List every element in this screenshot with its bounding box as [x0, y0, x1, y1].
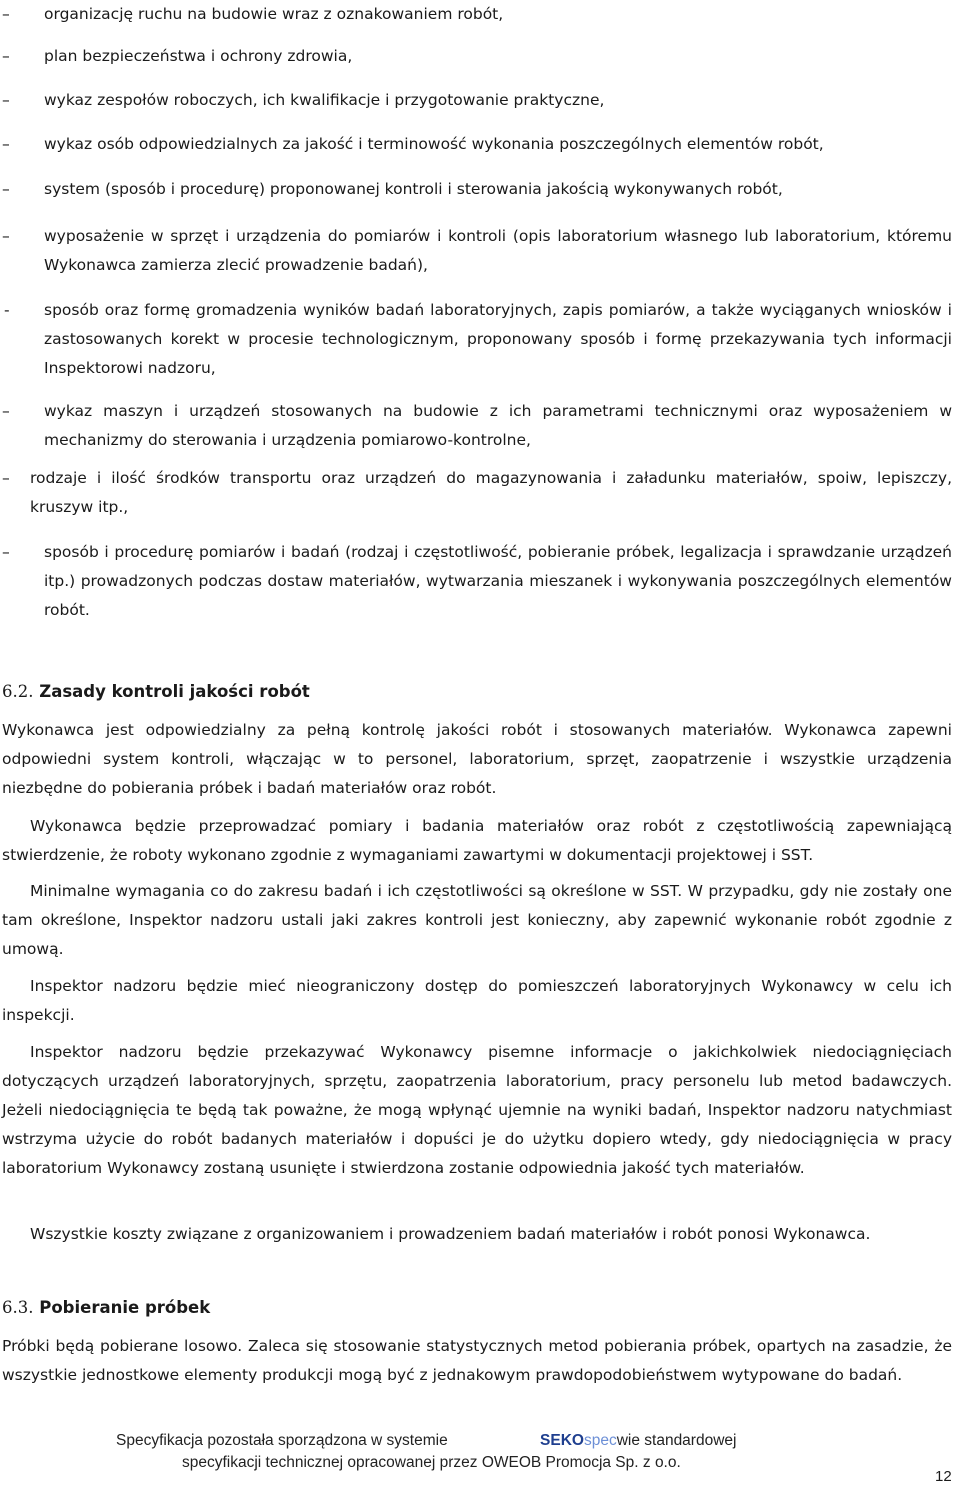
list-marker: –	[2, 402, 10, 420]
list-marker: –	[2, 227, 10, 245]
list-marker: –	[2, 5, 10, 23]
section-heading-6-3	[2, 1294, 210, 1322]
section-number: 6.3.	[2, 1298, 34, 1317]
page-number: 12	[935, 1468, 952, 1485]
list-item	[0, 397, 952, 455]
list-item	[0, 538, 952, 625]
paragraph: Inspektor nadzoru będzie przekazywać Wykonawcy pisemne informacje o jakichkolwiek niedociągnięciach dotyczących urządzeń laboratoryjnych, sprzętu, zaopatrzenia laboratorium, pracy personelu lub metod badawczych. Jeżeli niedociągnięcia te będą tak poważne, że mogą wpłynąć ujemnie na wyniki badań, Inspektor nadzoru natychmiast wstrzyma użycie do robót badanych materiałów i dopuści je do użytku dopiero wtedy, gdy niedociągnięcia w pracy laboratorium Wykonawcy zostaną usunięte i stwierdzona zostanie odpowiednia jakość tych materiałów.	[2, 1043, 952, 1177]
section-title: Zasady kontroli jakości robót	[39, 682, 310, 701]
list-marker: –	[2, 180, 10, 198]
list-item	[0, 175, 952, 204]
list-item-text: wyposażenie w sprzęt i urządzenia do pomiarów i kontroli (opis laboratorium własnego lub laboratorium, któremu Wykonawca zamierza zlecić prowadzenie badań),	[44, 227, 952, 274]
list-marker: -	[4, 301, 10, 319]
list-marker: –	[2, 91, 10, 109]
paragraph: Inspektor nadzoru będzie mieć nieograniczony dostęp do pomieszczeń laboratoryjnych Wykonawcy w celu ich inspekcji.	[2, 977, 952, 1024]
list-item-text: rodzaje i ilość środków transportu oraz urządzeń do magazynowania i załadunku materiałów, spoiw, lepiszczy, kruszyw itp.,	[30, 469, 952, 516]
list-item-text: sposób oraz formę gromadzenia wyników badań laboratoryjnych, zapis pomiarów, a także wyciąganych wniosków i zastosowanych korekt w procesie technologicznym, proponowany sposób i formę przekazywania tych informacji Inspektorowi nadzoru,	[44, 301, 952, 377]
list-item-text: wykaz zespołów roboczych, ich kwalifikacje i przygotowanie praktyczne,	[44, 91, 605, 109]
paragraph: Próbki będą pobierane losowo. Zaleca się stosowanie statystycznych metod pobierania próbek, opartych na zasadzie, że wszystkie jednostkowe elementy produkcji mogą być z jednakowym prawdopodobieństwem wytypowane do badań.	[2, 1337, 952, 1384]
list-item-text: organizację ruchu na budowie wraz z oznakowaniem robót,	[44, 5, 504, 23]
footer-text: wie standardowej	[616, 1432, 737, 1449]
paragraph: Minimalne wymagania co do zakresu badań i ich częstotliwości są określone w SST. W przypadku, gdy nie zostały one tam określone, Inspektor nadzoru ustali jaki zakres kontroli jest konieczny, aby zapewnić wykonanie robót zgodnie z umową.	[2, 882, 952, 958]
list-marker: –	[2, 469, 10, 487]
section-heading-6-2	[2, 678, 310, 706]
list-marker: –	[2, 543, 10, 561]
list-item-text: system (sposób i procedurę) proponowanej kontroli i sterowania jakością wykonywanych robót,	[44, 180, 783, 198]
list-item-text: wykaz osób odpowiedzialnych za jakość i terminowość wykonania poszczególnych elementów robót,	[44, 135, 824, 153]
paragraph: Wykonawca będzie przeprowadzać pomiary i badania materiałów oraz robót z częstotliwością zapewniającą stwierdzenie, że roboty wykonano zgodnie z wymaganiami zawartymi w dokumentacji projektowej i SST.	[2, 817, 952, 864]
list-item-text: sposób i procedurę pomiarów i badań (rodzaj i częstotliwość, pobieranie próbek, legalizacja i sprawdzanie urządzeń itp.) prowadzonych podczas dostaw materiałów, wytwarzania mieszanek i wykonywania poszczególnych elementów robót.	[44, 543, 952, 619]
paragraph: Wszystkie koszty związane z organizowaniem i prowadzeniem badań materiałów i robót ponosi Wykonawca.	[30, 1225, 871, 1243]
footer-line-2: specyfikacji technicznej opracowanej przez OWEOB Promocja Sp. z o.o.	[182, 1454, 681, 1471]
list-marker: –	[2, 135, 10, 153]
list-item	[0, 464, 952, 522]
list-item	[0, 0, 952, 29]
brand-seko: SEKO	[540, 1432, 584, 1449]
list-item	[0, 296, 952, 383]
list-item	[0, 42, 952, 71]
list-marker: –	[2, 47, 10, 65]
section-title: Pobieranie próbek	[39, 1298, 211, 1317]
list-item-text: wykaz maszyn i urządzeń stosowanych na budowie z ich parametrami technicznymi oraz wyposażeniem w mechanizmy do sterowania i urządzenia pomiarowo-kontrolne,	[44, 402, 952, 449]
footer-line-1	[116, 1432, 736, 1450]
list-item	[0, 86, 952, 115]
list-item	[0, 130, 952, 159]
sekospec-logo	[540, 1432, 617, 1449]
footer-text: Specyfikacja pozostała sporządzona w systemie	[116, 1432, 448, 1449]
list-item-text: plan bezpieczeństwa i ochrony zdrowia,	[44, 47, 353, 65]
section-number: 6.2.	[2, 682, 34, 701]
paragraph: Wykonawca jest odpowiedzialny za pełną kontrolę jakości robót i stosowanych materiałów. Wykonawca zapewni odpowiedni system kontroli, włączając w to personel, laboratorium, sprzęt, zaopatrzenie i wszystkie urządzenia niezbędne do pobierania próbek i badań materiałów oraz robót.	[2, 721, 952, 797]
list-item	[0, 222, 952, 280]
brand-spec: spec	[583, 1432, 617, 1449]
